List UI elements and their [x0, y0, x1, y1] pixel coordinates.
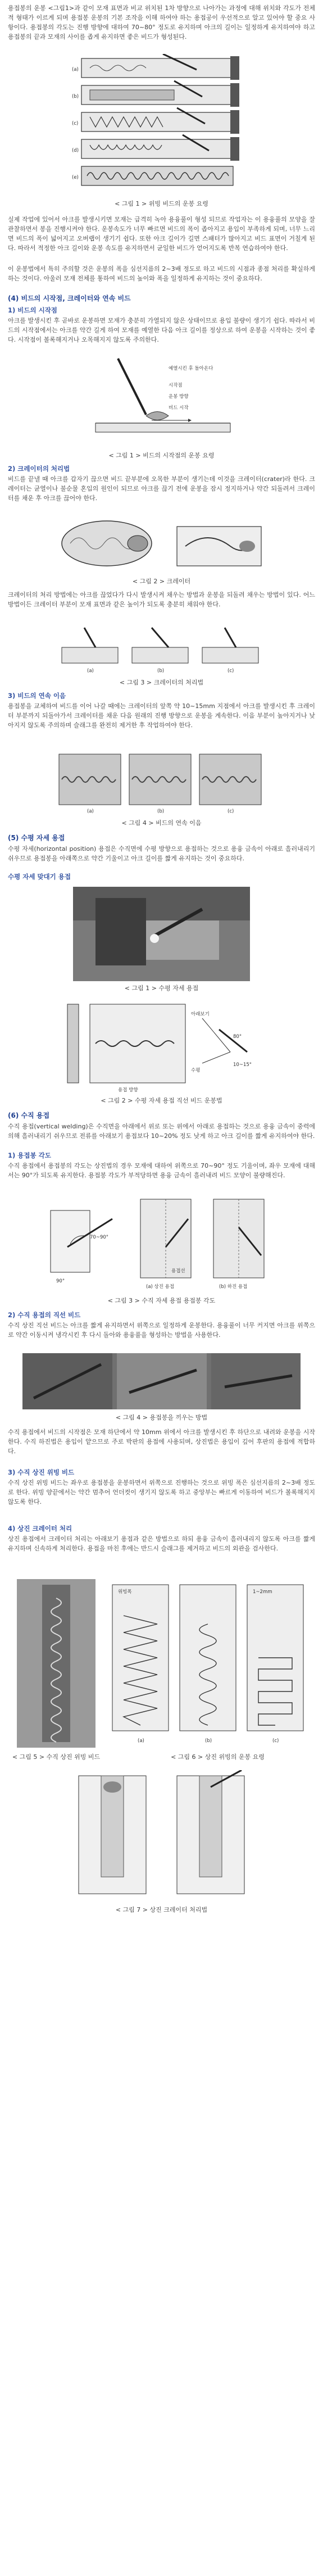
subsection-heading: 1) 용접봉 각도	[8, 1151, 51, 1159]
paragraph: 수직 상진 직선 비드는 아크를 짧게 유지하면서 위쪽으로 일정하게 운봉한다. 용융풀이 너무 커지면 아크를 위쪽으로 약간 이동시켜 냉각시킨 후 다시 돌아와 용융풀을 형성하는 방법을 사용한다.	[8, 1322, 315, 1339]
intro-paragraph: 용접봉의 운봉 <그림1>과 같이 모재 표면과 비교 위치된 1차 방향으로 나아가는 과정에 대해 위치와 각도가 전체적 형태가 이르게 되며 용접봉 운봉의 기본 조작을 이해 하여야 하는 용접공이 우선적으로 알고 있어야 할 중요 사항이다. 용접봉의 각도는 진행 방향에 대하여 70~80° 정도로 유지하며 아크의 길이는 일정하게 유지하여야 하고 용접봉의 끝과 모재의 사이를 좁게 유지하면 좋은 비드가 형성된다.	[8, 4, 315, 40]
paragraph: 수직 용접에서 비드의 시작점은 모재 하단에서 약 10mm 위에서 아크를 발생시킨 후 하단으로 내려와 운봉을 시작한다. 수직 하진법은 용입이 얕으므로 주로 박판의 용접에 사용되며, 상진법은 용입이 깊어 후판의 용접에 적합하다.	[8, 1428, 315, 1455]
paragraph: 이 운봉법에서 특히 주의할 것은 운봉의 폭을 심선지름의 2~3배 정도로 하고 비드의 시점과 종점 처리를 확실하게 하는 것이다. 아울러 모재 전체를 통하여 비드의 높이와 폭을 일정하게 유지하는 것이 중요하다.	[8, 265, 315, 282]
fig2-label: 운봉 방향	[169, 394, 189, 400]
fig5-label: (c)	[228, 809, 234, 814]
section-heading: (6) 수직 용접	[8, 1112, 50, 1119]
fig2-label: 예열시킨 후 돌아온다	[169, 366, 213, 371]
horizontal-welding-photo	[73, 887, 250, 981]
paragraph: 크레이터의 처리 방법에는 아크를 끊었다가 다시 발생시켜 채우는 방법과 운봉을 되돌려 채우는 방법이 있다. 어느 방법이든 크레이터 부분이 모재 표면과 같은 높이가 되도록 충분히 채워야 한다.	[8, 591, 315, 608]
fig1-panel-label: (e)	[72, 175, 79, 180]
vertical-crater-figure	[67, 1770, 256, 1899]
weave-panel-c	[81, 108, 239, 134]
fig9-caption: < 그림 4 > 용접봉을 끼우는 방법	[115, 1414, 208, 1421]
fig1-panel-label: (b)	[72, 94, 79, 99]
fig1-caption: < 그림 1 > 위빙 비드의 운봉 요령	[115, 200, 208, 207]
subsection-heading: 2) 크레이터의 처리법	[8, 465, 70, 473]
paragraph: 수직 상진 위빙 비드는 좌우로 용접봉을 운봉하면서 위쪽으로 진행하는 것으로 위빙 폭은 심선지름의 2~3배 정도로 한다. 위빙 양끝에서는 약간 멈추어 언더컷이 생기지 않도록 하고 중앙부는 빠르게 이동하여 비드가 볼록해지지 않도록 한다.	[8, 1479, 315, 1505]
fig7-label: 아래보기	[191, 1012, 210, 1017]
paragraph: 용접봉을 교체하여 비드를 이어 나갈 때에는 크레이터의 앞쪽 약 10~15mm 지점에서 아크를 발생시킨 후 크레이터 부분까지 되돌아가서 크레이터를 채운 다음 원래의 진행 방향으로 운봉을 계속한다. 이음 부분이 높아지거나 낮아지지 않도록 주의하며 슬래그를 완전히 제거한 후 작업하여야 한다.	[8, 702, 315, 729]
fig11-label: (b)	[205, 1738, 212, 1744]
fig2-label: 비드 시작	[169, 405, 189, 411]
weave-panel-d	[81, 135, 239, 161]
fig3-caption: < 그림 2 > 크레이터	[132, 578, 191, 585]
fig4-label: (b)	[157, 668, 165, 674]
fig2-label: 시작점	[169, 383, 183, 388]
fig7-label: 용접 방향	[118, 1087, 138, 1093]
fig6-caption: < 그림 1 > 수평 자세 용접	[124, 985, 199, 992]
crater-treatment-figure	[56, 625, 267, 675]
paragraph: 실제 작업에 있어서 아크를 발생시키면 모재는 급격히 녹아 용융풀이 형성 되므로 작업자는 이 용융풀의 모양을 잘 관찰하면서 봉을 진행시켜야 한다. 운봉속도가 너무 빠르면 비드의 폭이 좁아지고 용입이 부족하게 되며, 너무 느리면 비드의 폭이 넓어지고 오버랩이 생기기 쉽다. 또한 아크 길이가 길면 스패터가 많아지고 비드 표면이 거칠게 된다. 따라서 적정한 아크 길이와 운봉 속도를 유지하면서 균일한 비드가 얻어지도록 반복 연습하여야 한다.	[8, 216, 315, 252]
fig4-label: (c)	[228, 668, 234, 674]
subsection-heading: 수평 자세 맞대기 용접	[8, 873, 71, 881]
fig11-label: 위빙폭	[118, 1589, 132, 1595]
electrode-insertion-photo	[22, 1353, 301, 1409]
vertical-angle-figure	[45, 1194, 278, 1292]
fig1-panel-label: (d)	[72, 148, 79, 153]
subsection-heading: 3) 수직 상진 위빙 비드	[8, 1468, 75, 1476]
paragraph: 상진 용접에서 크레이터 처리는 아래보기 용접과 같은 방법으로 하되 용융 금속이 흘러내리지 않도록 아크를 짧게 유지하며 신속하게 처리한다. 용접을 마친 후에는 반드시 슬래그를 제거하고 비드의 외관을 검사한다.	[8, 1535, 315, 1552]
fig11-label: 1~2mm	[253, 1589, 272, 1595]
fig5-label: (a)	[87, 809, 94, 814]
fig7-caption: < 그림 2 > 수평 자세 용접 직선 비드 운봉법	[101, 1097, 222, 1104]
weave-panel-b	[81, 81, 239, 107]
fig11-label: (c)	[272, 1738, 279, 1744]
fig11-label: (a)	[138, 1738, 144, 1744]
subsection-heading: 2) 수직 용접의 직선 비드	[8, 1311, 81, 1319]
vertical-weaving-technique-figure	[107, 1579, 309, 1748]
paragraph: 수직 용접에서 용접봉의 각도는 상진법의 경우 모재에 대하여 위쪽으로 70~90° 정도 기울이며, 좌우 모재에 대해서는 90°가 되도록 유지한다. 용접봉 각도가 부적당하면 용융 금속이 흘러내려 비드 모양이 불량해진다.	[8, 1162, 315, 1179]
vertical-weaving-photo	[17, 1579, 95, 1748]
paragraph: 비드를 끝낼 때 아크를 갑자기 끊으면 비드 끝부분에 오목한 부분이 생기는데 이것을 크레이터(crater)라 한다. 크레이터는 균열이나 불순물 혼입의 원인이 되므로 아크를 끊기 전에 운봉을 잠시 정지하거나 약간 되돌려서 크레이터를 채운 후 아크를 끊어야 한다.	[8, 475, 315, 502]
paragraph: 수직 용접(vertical welding)은 수직면을 아래에서 위로 또는 위에서 아래로 용접하는 것으로 용융 금속이 중력에 의해 흘러내리기 쉬우므로 전류를 아래보기 용접보다 10~20% 정도 낮게 하고 아크 길이를 짧게 유지하여야 한다.	[8, 1123, 315, 1140]
fig1-panel-label: (c)	[72, 121, 79, 126]
fig8-caption: < 그림 3 > 수직 자세 용접 용접봉 각도	[107, 1297, 216, 1304]
fig8-label: (b) 하진 용접	[219, 1284, 248, 1290]
weave-panel-a	[81, 54, 239, 80]
subsection-heading: 1) 비드의 시작점	[8, 306, 57, 314]
fig10-caption: < 그림 5 > 수직 상진 위빙 비드	[12, 1753, 101, 1761]
fig12-caption: < 그림 7 > 상진 크레이터 처리법	[115, 1906, 208, 1913]
bead-start-figure	[84, 353, 242, 448]
horizontal-bead-figure	[56, 996, 267, 1094]
subsection-heading: 3) 비드의 연속 이음	[8, 692, 66, 700]
fig8-label: (a) 상진 용접	[146, 1284, 175, 1290]
fig7-label: 80°	[233, 1034, 242, 1040]
section-heading: (5) 수평 자세 용접	[8, 834, 65, 842]
continuous-bead-figure	[53, 749, 270, 816]
fig8-label: 용접선	[171, 1268, 185, 1274]
weave-panel-e	[81, 166, 233, 185]
fig11-caption: < 그림 6 > 상진 위빙의 운봉 요령	[171, 1753, 265, 1761]
paragraph: 수평 자세(horizontal position) 용접은 수직면에 수평 방향으로 용접하는 것으로 용융 금속이 아래로 흘러내리기 쉬우므로 용접봉을 아래쪽으로 약간 기울이고 아크 길이를 짧게 유지하는 것이 중요하다.	[8, 845, 315, 862]
subsection-heading: 4) 상진 크레이터 처리	[8, 1525, 72, 1532]
crater-figure	[53, 513, 270, 574]
fig8-label: 90°	[56, 1278, 65, 1284]
fig1-panel-label: (a)	[72, 67, 79, 72]
fig7-label: 수평	[191, 1068, 201, 1073]
section-heading: (4) 비드의 시작점, 크레이터와 연속 비드	[8, 294, 131, 302]
weaving-bead-figure	[62, 54, 261, 194]
fig7-label: 10~15°	[233, 1062, 252, 1068]
fig4-caption: < 그림 3 > 크레이터의 처리법	[119, 679, 204, 686]
fig8-label: 70~90°	[90, 1235, 109, 1240]
fig5-label: (b)	[157, 809, 165, 814]
paragraph: 아크를 발생시킨 후 곧바로 운봉하면 모재가 충분히 가열되지 않은 상태이므로 용입 불량이 생기기 쉽다. 따라서 비드의 시작점에서는 아크를 약간 길게 하여 모재를 예열한 다음 아크 길이를 정상으로 하여 운봉을 시작하는 것이 좋다. 시작점이 볼록해지거나 오목해지지 않도록 주의한다.	[8, 317, 315, 343]
fig4-label: (a)	[87, 668, 94, 674]
fig2-caption: < 그림 1 > 비드의 시작점의 운봉 요령	[108, 452, 215, 459]
fig5-caption: < 그림 4 > 비드의 연속 이음	[121, 819, 202, 827]
